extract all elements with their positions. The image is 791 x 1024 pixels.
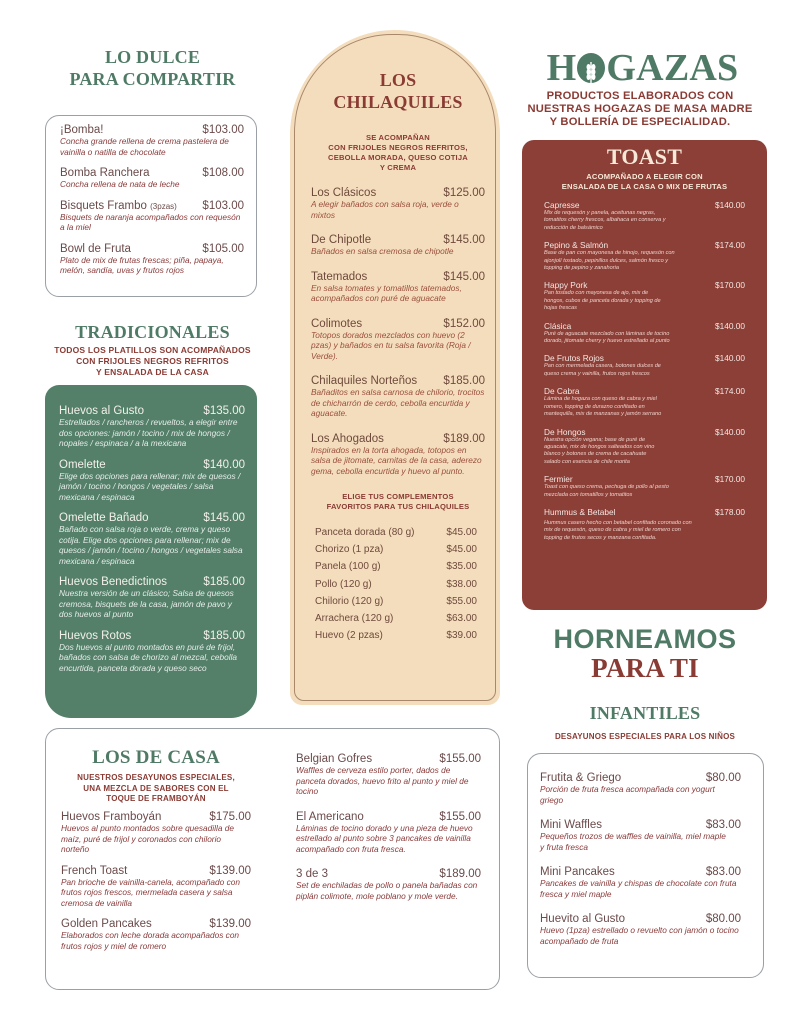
los-de-casa-title: LOS DE CASA	[92, 747, 220, 768]
complements-title: ELIGE TUS COMPLEMENTOS FAVORITOS PARA TUS CHILAQUILES	[326, 492, 470, 511]
complement-item[interactable]: Chorizo (1 pza) $45.00	[315, 544, 477, 556]
menu-item[interactable]: Mini Pancakes $83.00 Pancakes de vainilla y chispas de chocolate con fruta fresca y miel maple	[540, 866, 741, 899]
wheat-icon	[577, 53, 605, 83]
chilaquiles-card	[290, 30, 500, 705]
menu-item[interactable]: Omelette $140.00 Elige dos opciones para rellenar; mix de quesos / jamón / tocino / hongos / vegetales / salsa mexicana / espinaca	[59, 458, 245, 502]
complement-item[interactable]: Panela (100 g) $35.00	[315, 561, 477, 573]
menu-item[interactable]: El Americano $155.00 Láminas de tocino dorado y una pieza de huevo estrellado al punto sobre 3 pancakes de vainilla acompañado con fruta fresca.	[296, 810, 481, 854]
menu-item[interactable]: 3 de 3 $189.00 Set de enchiladas de pollo o panela bañadas con piplán colimote, mole poblano y mole verde.	[296, 868, 481, 901]
infantiles-title: INFANTILES	[589, 703, 701, 723]
toast-item[interactable]: De Cabra $174.00 Lámina de hogaza con queso de cabra y miel romero, topping de durazno confitado en mantequilla, mix de manzanas y jamón serrano	[544, 386, 745, 418]
menu-item[interactable]: Mini Waffles $83.00 Pequeños trozos de waffles de vainilla, miel maple y fruta fresca	[540, 819, 741, 852]
complement-item[interactable]: Pollo (120 g) $38.00	[315, 578, 477, 590]
toast-item[interactable]: Happy Pork $170.00 Pan tostado con mayonesa de ajo, mix de hongos, cubos de panceta dorada y topping de hojas frescas	[544, 280, 745, 312]
los-de-casa-subtitle: NUESTROS DESAYUNOS ESPECIALES, UNA MEZCLA DE SABORES CON EL TOQUE DE FRAMBOYÁN	[77, 773, 235, 803]
infantiles-subtitle: DESAYUNOS ESPECIALES PARA LOS NIÑOS	[554, 732, 736, 741]
menu-item[interactable]: Colimotes $152.00 Totopos dorados mezclados con huevo (2 pzas) y bañados en tu salsa favorita (Roja / Verde).	[311, 317, 485, 361]
menu-item[interactable]: Tatemados $145.00 En salsa tomates y tomatillos tatemados, acompañados con puré de aguacate	[311, 270, 485, 303]
menu-item[interactable]: Huevos al Gusto $135.00 Estrellados / rancheros / revueltos, a elegir entre dos opciones: jamón / tocino / mix de hongos / nopales / espinaca / a la mexicana	[59, 405, 245, 448]
los-de-casa-right-column	[296, 753, 481, 911]
complement-item[interactable]: Panceta dorada (80 g) $45.00	[315, 527, 477, 538]
menu-item[interactable]: Huevito al Gusto $80.00 Huevo (1pza) estrellado o revuelto con jamón o tocino acompañado de fruta	[540, 913, 741, 946]
los-de-casa-card	[45, 728, 500, 990]
menu-item[interactable]: Huevos Framboyán $175.00 Huevos al punto montados sobre quesadilla de maíz, puré de frijol y coronados con chilorio norteño	[61, 811, 251, 854]
toast-item[interactable]: Pepino & Salmón $174.00 Base de pan con mayonesa de hinojo, requesón con ajonjolí tostado, pepinillos dulces, salmón fresco y topping de pepino y zanahoria	[544, 240, 745, 272]
infantiles-card	[527, 753, 764, 978]
chilaquiles-subtitle: SE ACOMPAÑAN CON FRIJOLES NEGROS REFRITOS, CEBOLLA MORADA, QUESO COTIJA Y CREMA	[328, 133, 468, 172]
complements-list	[311, 524, 485, 644]
menu-item[interactable]: Belgian Gofres $155.00 Waffles de cerveza estilo porter, dados de panceta dorados, huevo frito al punto y miel de tocino	[296, 753, 481, 796]
toast-subtitle: ACOMPAÑADO A ELEGIR CON ENSALADA DE LA CASA O MIX DE FRUTAS	[561, 172, 728, 191]
menu-item[interactable]: Bisquets Frambo (3pzas) $103.00 Bisquets de naranja acompañados con requesón a la miel	[60, 199, 244, 232]
menu-item[interactable]: ¡Bomba! $103.00 Concha grande rellena de crema pastelera de vainilla o natilla de chocolate	[60, 124, 244, 157]
lo-dulce-card	[45, 115, 257, 297]
hogazas-title: H GAZAS	[546, 47, 739, 89]
tradicionales-subtitle: TODOS LOS PLATILLOS SON ACOMPAÑADOS CON FRIJOLES NEGROS REFRITOS Y ENSALADA DE LA CASA	[54, 345, 251, 377]
menu-item[interactable]: French Toast $139.00 Pan brioche de vainilla-canela, acompañado con frutos rojos frescos, mermelada casera y salsa cremosa de vainilla	[61, 864, 251, 908]
hogazas-subtitle: PRODUCTOS ELABORADOS CON NUESTRAS HOGAZAS DE MASA MADRE Y BOLLERÍA DE ESPECIALIDAD.	[527, 90, 753, 128]
menu-item[interactable]: Bowl de Fruta $105.00 Plato de mix de frutas frescas; piña, papaya, melón, sandía, uvas y frutos rojos	[60, 242, 244, 275]
los-de-casa-left-column	[61, 811, 251, 961]
menu-item[interactable]: De Chipotle $145.00 Bañados en salsa cremosa de chipotle	[311, 234, 485, 256]
tradicionales-title: TRADICIONALES	[75, 322, 230, 342]
lo-dulce-title: LO DULCE PARA COMPARTIR	[69, 47, 236, 89]
menu-item[interactable]: Omelette Bañado $145.00 Bañado con salsa roja o verde, crema y queso cotija. Elige dos opciones para rellenar; mix de quesos / jamón / tocino / hongos / vegetales salsa mexicana / espinaca	[59, 512, 245, 566]
menu-item[interactable]: Huevos Benedictinos $185.00 Nuestra versión de un clásico; Salsa de quesos cremosa, bisquets de la casa, jamón de pavo y dos huevos al punto	[59, 576, 245, 619]
toast-item[interactable]: De Frutos Rojos $140.00 Pan con mermelada casera, botones dulces de queso crema y vainilla, frutos rojos frescos	[544, 353, 745, 377]
chilaquiles-title: LOS CHILAQUILES	[333, 70, 463, 112]
menu-item[interactable]: Bomba Ranchera $108.00 Concha rellena de nata de leche	[60, 167, 244, 189]
tradicionales-card	[45, 385, 257, 718]
toast-item[interactable]: Clásica $140.00 Puré de aguacate mezclado con láminas de tocino dorado, jitomate cherry y huevo estrellado al punto	[544, 320, 745, 345]
complement-item[interactable]: Arrachera (120 g) $63.00	[315, 613, 477, 625]
menu-item[interactable]: Los Ahogados $189.00 Inspirados en la torta ahogada, totopos en salsa de jitomate, carnitas de la casa, aderezo gema, cebolla encurtida y huevo al punto.	[311, 432, 485, 476]
toast-title: TOAST	[606, 144, 683, 169]
menu-item[interactable]: Huevos Rotos $185.00 Dos huevos al punto montados en puré de frijol, bañados con salsa de chorizo al mezcal, cebolla encurtida, panceta dorada y queso seco	[59, 629, 245, 673]
toast-item[interactable]: Capresse $140.00 Mix de requesón y panela, aceitunas negras, tomatitos cherry frescos, albahaca en conserva y reducción de balsámico	[544, 200, 745, 231]
menu-item[interactable]: Golden Pancakes $139.00 Elaborados con leche dorada acompañados con frutos rojos y miel de romero	[61, 918, 251, 951]
menu-item[interactable]: Los Clásicos $125.00 A elegir bañados con salsa roja, verde o mixtos	[311, 187, 485, 220]
menu-item[interactable]: Chilaquiles Norteños $185.00 Bañaditos en salsa carnosa de chilorio, trocitos de chicharrón de cerdo, cebolla encurtida y aguacate.	[311, 375, 485, 418]
complement-item[interactable]: Huevo (2 pzas) $39.00	[315, 630, 477, 642]
horneamos-heading: HORNEAMOS PARA TI	[553, 624, 737, 683]
toast-card	[522, 140, 767, 610]
menu-item[interactable]: Frutita & Griego $80.00 Porción de fruta fresca acompañada con yogurt griego	[540, 772, 741, 805]
toast-item[interactable]: De Hongos $140.00 Nuestra opción vegana; base de puré de aguacate, mix de hongos salteados con vino blanco y botones de crema de cacahuate salado con esencia de chile morita	[544, 426, 745, 465]
toast-item[interactable]: Hummus & Betabel $178.00 Hummus casero hecho con betabel confitado coronado con mix de requesón, queso de cabra y miel de romero con topping de frutos secos y manzana confitada.	[544, 506, 745, 541]
toast-item[interactable]: Fermier $170.00 Toast con queso crema, pechuga de pollo al pesto mezclada con tomatillos y tomatitos	[544, 474, 745, 498]
complement-item[interactable]: Chilorio (120 g) $55.00	[315, 595, 477, 607]
